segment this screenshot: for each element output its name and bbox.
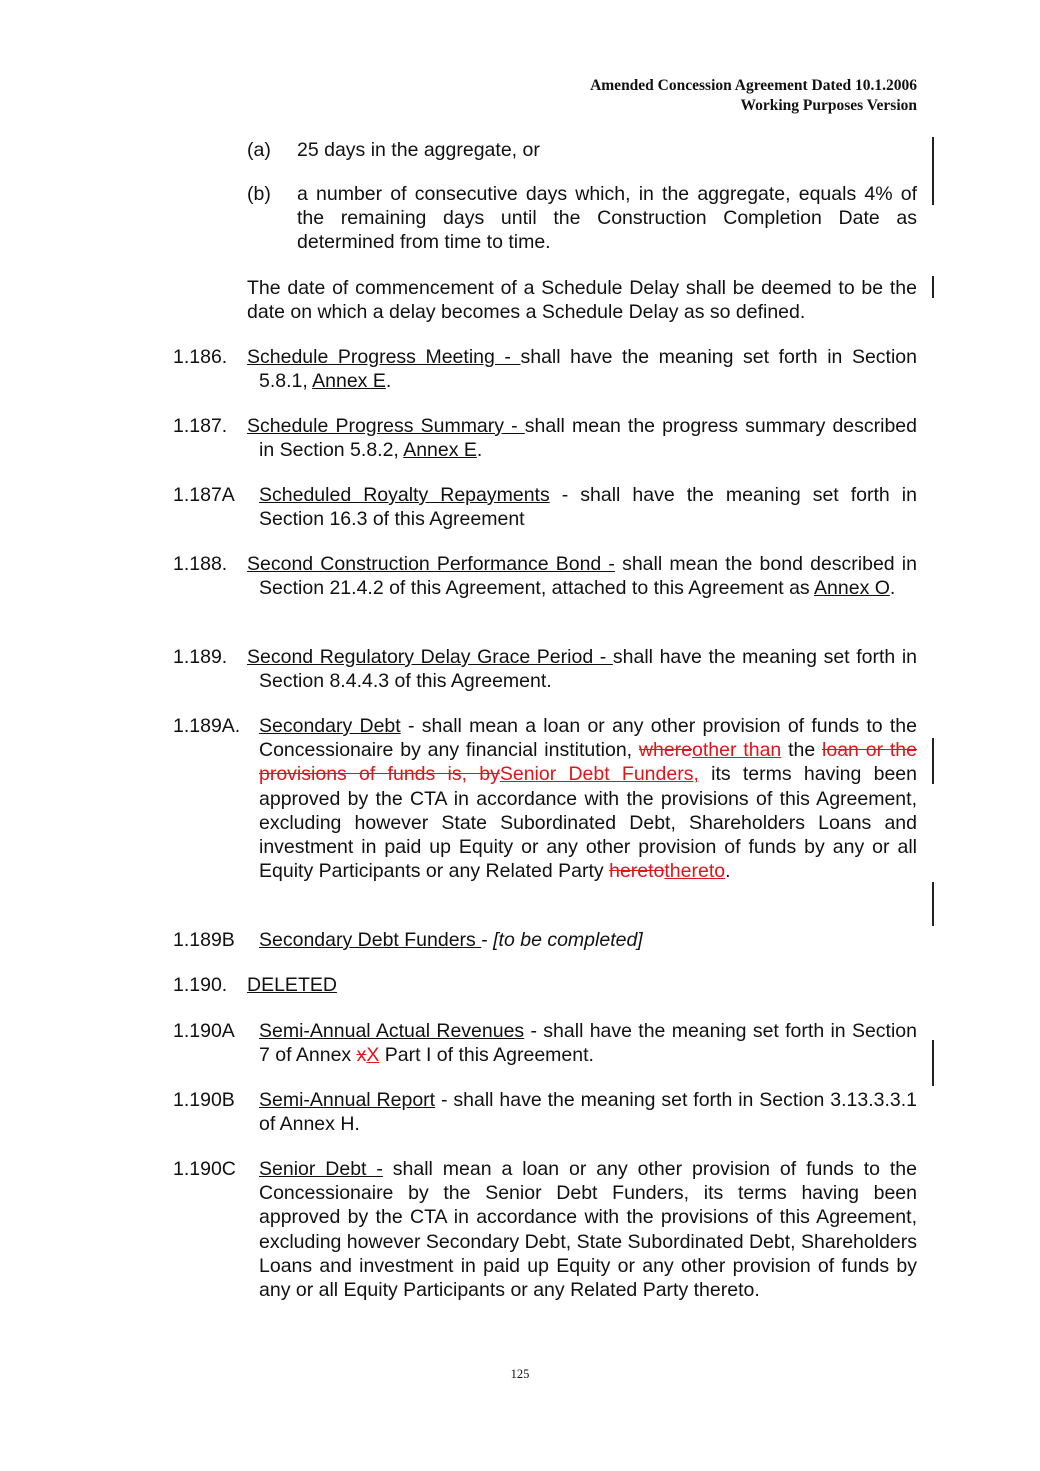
def-text: the	[781, 739, 823, 762]
defined-term: Senior Debt -	[259, 1158, 383, 1180]
inserted-text: X	[366, 1044, 380, 1067]
annex-link[interactable]: Annex O	[814, 577, 890, 600]
definition-1-187a	[259, 483, 917, 531]
defined-term: Schedule Progress Meeting -	[247, 346, 521, 368]
change-bar	[932, 137, 934, 205]
definition-1-186	[247, 345, 917, 393]
deleted-text: loan or the provisions of funds is, by	[259, 739, 917, 786]
def-text: shall mean the progress summary described in Section 5.8.2,	[259, 415, 917, 462]
item-b-label: (b)	[247, 183, 271, 205]
def-number: 1.188.	[173, 553, 228, 575]
annex-link[interactable]: Annex E	[312, 370, 386, 393]
def-text: -	[481, 929, 494, 951]
defined-term: Secondary Debt	[259, 715, 401, 737]
change-bar	[932, 1040, 934, 1086]
def-number: 1.190C	[173, 1158, 236, 1180]
change-bar	[932, 738, 934, 784]
def-number: 1.190B	[173, 1089, 235, 1111]
def-text: its terms having been approved by the CTA in accordance with the provisions of this Agreement, excluding however State Subordinated Debt, Shareholders Loans and investment in paid up Equity or any other provision of funds by any or all Equity Participants or any Related Party	[259, 763, 917, 883]
definition-1-187	[247, 414, 917, 462]
def-number: 1.190.	[173, 974, 228, 996]
definition-1-190b	[259, 1088, 917, 1136]
defined-term: Secondary Debt Funders	[259, 929, 482, 951]
def-text: shall mean the bond described in Section 21.4.2 of this Agreement, attached to this Agreement as	[259, 553, 917, 600]
defined-term: Schedule Progress Summary -	[247, 415, 525, 437]
defined-term: DELETED	[247, 974, 337, 996]
deleted-text: x	[356, 1044, 367, 1067]
def-text: shall have the meaning set forth in Section 5.8.1,	[259, 346, 917, 393]
def-punct: .	[725, 860, 731, 883]
definition-1-190a	[259, 1019, 917, 1067]
change-bar	[932, 276, 934, 298]
def-number: 1.189.	[173, 646, 228, 668]
inserted-text: thereto	[664, 860, 726, 883]
defined-term: Semi-Annual Actual Revenues	[259, 1020, 525, 1042]
def-punct: .	[476, 439, 483, 462]
def-number: 1.190A	[173, 1020, 235, 1042]
defined-term: Second Construction Performance Bond -	[247, 553, 615, 575]
def-text: - shall have the meaning set forth in Section 3.13.3.3.1 of Annex H.	[259, 1089, 917, 1136]
def-number: 1.189A.	[173, 715, 241, 737]
def-text: - shall have the meaning set forth in Section 7 of Annex	[259, 1020, 917, 1067]
def-text: Part I of this Agreement.	[379, 1044, 594, 1067]
header-title: Amended Concession Agreement Dated 10.1.2006	[590, 77, 917, 94]
def-text: shall have the meaning set forth in Section 8.4.4.3 of this Agreement.	[259, 646, 917, 693]
definition-1-189b	[259, 928, 917, 952]
definition-1-190	[247, 973, 917, 997]
def-punct: .	[889, 577, 896, 600]
schedule-delay-paragraph: The date of commencement of a Schedule Delay shall be deemed to be the date on which a delay becomes a Schedule Delay as so defined.	[247, 277, 917, 324]
definition-1-188	[247, 552, 917, 600]
change-bar	[932, 882, 934, 926]
defined-term: Semi-Annual Report	[259, 1089, 436, 1111]
item-a-text: 25 days in the aggregate, or	[297, 139, 540, 161]
def-text: - shall mean a loan or any other provision of funds to the Concessionaire by any financial institution,	[259, 715, 917, 762]
placeholder-text: [to be completed]	[493, 929, 643, 951]
definition-1-189a	[259, 714, 917, 883]
def-text: shall mean a loan or any other provision of funds to the Concessionaire by the Senior Debt Funders, its terms having been approved by the CTA in accordance with the provisions of this Agreement, excluding however Secondary Debt, State Subordinated Debt, Shareholders Loans and investment in paid up Equity or any other provision of funds by any or all Equity Participants or any Related Party thereto.	[259, 1158, 917, 1302]
def-number: 1.187A	[173, 484, 235, 506]
defined-term: Scheduled Royalty Repayments	[259, 484, 550, 506]
header-version: Working Purposes Version	[740, 97, 917, 114]
deleted-text: where	[638, 739, 693, 762]
def-number: 1.189B	[173, 929, 235, 951]
def-text: - shall have the meaning set forth in Section 16.3 of this Agreement	[259, 484, 917, 531]
item-b-text: a number of consecutive days which, in the aggregate, equals 4% of the remaining days until the Construction Completion Date as determined from time to time.	[297, 183, 917, 254]
inserted-text: Senior Debt Funders,	[499, 763, 699, 786]
def-number: 1.187.	[173, 415, 228, 437]
inserted-text: other than	[692, 739, 782, 762]
running-header	[590, 76, 917, 116]
defined-term: Second Regulatory Delay Grace Period -	[247, 646, 613, 668]
annex-link[interactable]: Annex E	[403, 439, 477, 462]
deleted-text: hereto	[609, 860, 665, 883]
def-number: 1.186.	[173, 346, 228, 368]
definition-1-190c	[259, 1157, 917, 1302]
def-punct: .	[385, 370, 392, 393]
item-a-label: (a)	[247, 139, 271, 161]
definition-1-189	[247, 645, 917, 693]
page-number: 125	[510, 1367, 530, 1381]
